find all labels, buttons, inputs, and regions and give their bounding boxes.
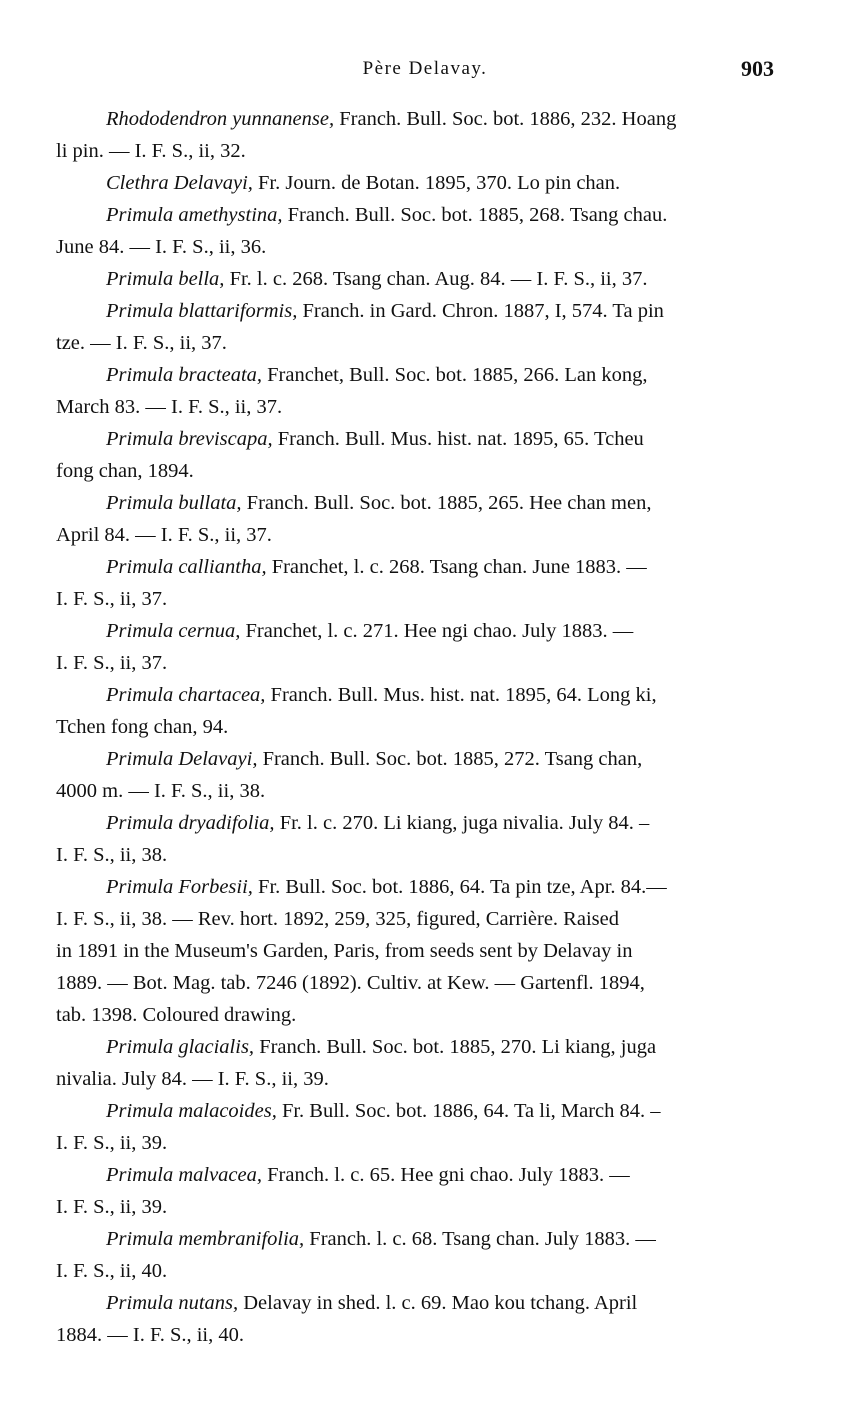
species-entry [56,1095,780,1159]
species-name: Primula cernua, [106,620,241,642]
species-entry [56,423,780,487]
entry-line: Franch. Bull. Soc. bot. 1885, 265. Hee chan men, [241,492,652,514]
species-list [56,103,780,1351]
species-entry [56,1159,780,1223]
species-entry [56,679,780,743]
entry-line: 4000 m. — I. F. S., ii, 38. [56,780,266,802]
entry-line: I. F. S., ii, 38. — Rev. hort. 1892, 259, 325, figured, Carrière. Raised [56,908,619,930]
species-name: Primula breviscapa, [106,428,273,450]
entry-line: Franch. Bull. Mus. hist. nat. 1895, 64. Long ki, [265,684,657,706]
entry-line: 1889. — Bot. Mag. tab. 7246 (1892). Cultiv. at Kew. — Gartenfl. 1894, [56,972,645,994]
species-name: Clethra Delavayi, [106,172,253,194]
entry-line: tab. 1398. Coloured drawing. [56,1004,297,1026]
entry-line: tze. — I. F. S., ii, 37. [56,332,227,354]
running-head: Père Delavay. [362,58,488,79]
entry-line: Fr. Bull. Soc. bot. 1886, 64. Ta li, March 84. – [276,1100,661,1122]
entry-line: Franch. l. c. 68. Tsang chan. July 1883. — [304,1228,656,1250]
species-entry [56,167,780,199]
species-name: Primula membranifolia, [106,1228,305,1250]
species-entry [56,871,780,1031]
entry-line: March 83. — I. F. S., ii, 37. [56,396,283,418]
entry-line: Delavay in shed. l. c. 69. Mao kou tchang. April [238,1292,638,1314]
species-entry [56,103,780,167]
page-header [0,54,850,86]
entry-line: Franch. l. c. 65. Hee gni chao. July 1883. — [262,1164,630,1186]
entry-line: Franch. Bull. Soc. bot. 1886, 232. Hoang [334,108,677,130]
species-name: Primula malvacea, [106,1164,262,1186]
entry-line: in 1891 in the Museum's Garden, Paris, from seeds sent by Delavay in [56,940,633,962]
entry-line: Fr. l. c. 270. Li kiang, juga nivalia. July 84. – [274,812,650,834]
species-name: Primula nutans, [106,1292,239,1314]
species-name: Primula amethystina, [106,204,283,226]
species-name: Primula bracteata, [106,364,263,386]
entry-line: Fr. Bull. Soc. bot. 1886, 64. Ta pin tze, Apr. 84.— [252,876,667,898]
entry-line: I. F. S., ii, 39. [56,1196,168,1218]
entry-line: I. F. S., ii, 40. [56,1260,168,1282]
entry-line: Fr. l. c. 268. Tsang chan. Aug. 84. — I. F. S., ii, 37. [224,268,648,290]
entry-line: June 84. — I. F. S., ii, 36. [56,236,267,258]
entry-line: Fr. Journ. de Botan. 1895, 370. Lo pin chan. [252,172,621,194]
entry-line: Franch. Bull. Soc. bot. 1885, 272. Tsang chan, [257,748,643,770]
species-entry [56,615,780,679]
entry-line: I. F. S., ii, 37. [56,652,168,674]
species-entry [56,1223,780,1287]
species-entry [56,263,780,295]
species-name: Primula blattariformis, [106,300,298,322]
species-entry [56,1031,780,1095]
entry-line: April 84. — I. F. S., ii, 37. [56,524,272,546]
species-entry [56,199,780,263]
species-entry [56,1287,780,1351]
species-name: Primula dryadifolia, [106,812,275,834]
species-name: Rhododendron yunnanense, [106,108,335,130]
entry-line: Franch. Bull. Soc. bot. 1885, 268. Tsang chau. [282,204,668,226]
species-name: Primula calliantha, [106,556,267,578]
page-number: 903 [741,56,774,81]
species-entry [56,807,780,871]
species-name: Primula Forbesii, [106,876,253,898]
species-entry [56,487,780,551]
entry-line: Franch. in Gard. Chron. 1887, I, 574. Ta pin [297,300,664,322]
entry-line: li pin. — I. F. S., ii, 32. [56,140,246,162]
entry-line: I. F. S., ii, 38. [56,844,168,866]
species-entry [56,743,780,807]
entry-line: I. F. S., ii, 39. [56,1132,168,1154]
entry-line: Franch. Bull. Soc. bot. 1885, 270. Li kiang, juga [254,1036,657,1058]
entry-line: Franchet, l. c. 268. Tsang chan. June 1883. — [266,556,647,578]
entry-line: Franch. Bull. Mus. hist. nat. 1895, 65. Tcheu [272,428,644,450]
species-entry [56,295,780,359]
species-entry [56,359,780,423]
species-name: Primula Delavayi, [106,748,258,770]
entry-line: I. F. S., ii, 37. [56,588,168,610]
entry-line: Tchen fong chan, 94. [56,716,229,738]
species-name: Primula chartacea, [106,684,266,706]
species-name: Primula malacoides, [106,1100,277,1122]
species-name: Primula bullata, [106,492,242,514]
species-name: Primula bella, [106,268,225,290]
entry-line: fong chan, 1894. [56,460,194,482]
species-name: Primula glacialis, [106,1036,255,1058]
entry-line: nivalia. July 84. — I. F. S., ii, 39. [56,1068,329,1090]
entry-line: 1884. — I. F. S., ii, 40. [56,1324,245,1346]
entry-line: Franchet, l. c. 271. Hee ngi chao. July 1883. — [240,620,634,642]
species-entry [56,551,780,615]
entry-line: Franchet, Bull. Soc. bot. 1885, 266. Lan kong, [262,364,648,386]
